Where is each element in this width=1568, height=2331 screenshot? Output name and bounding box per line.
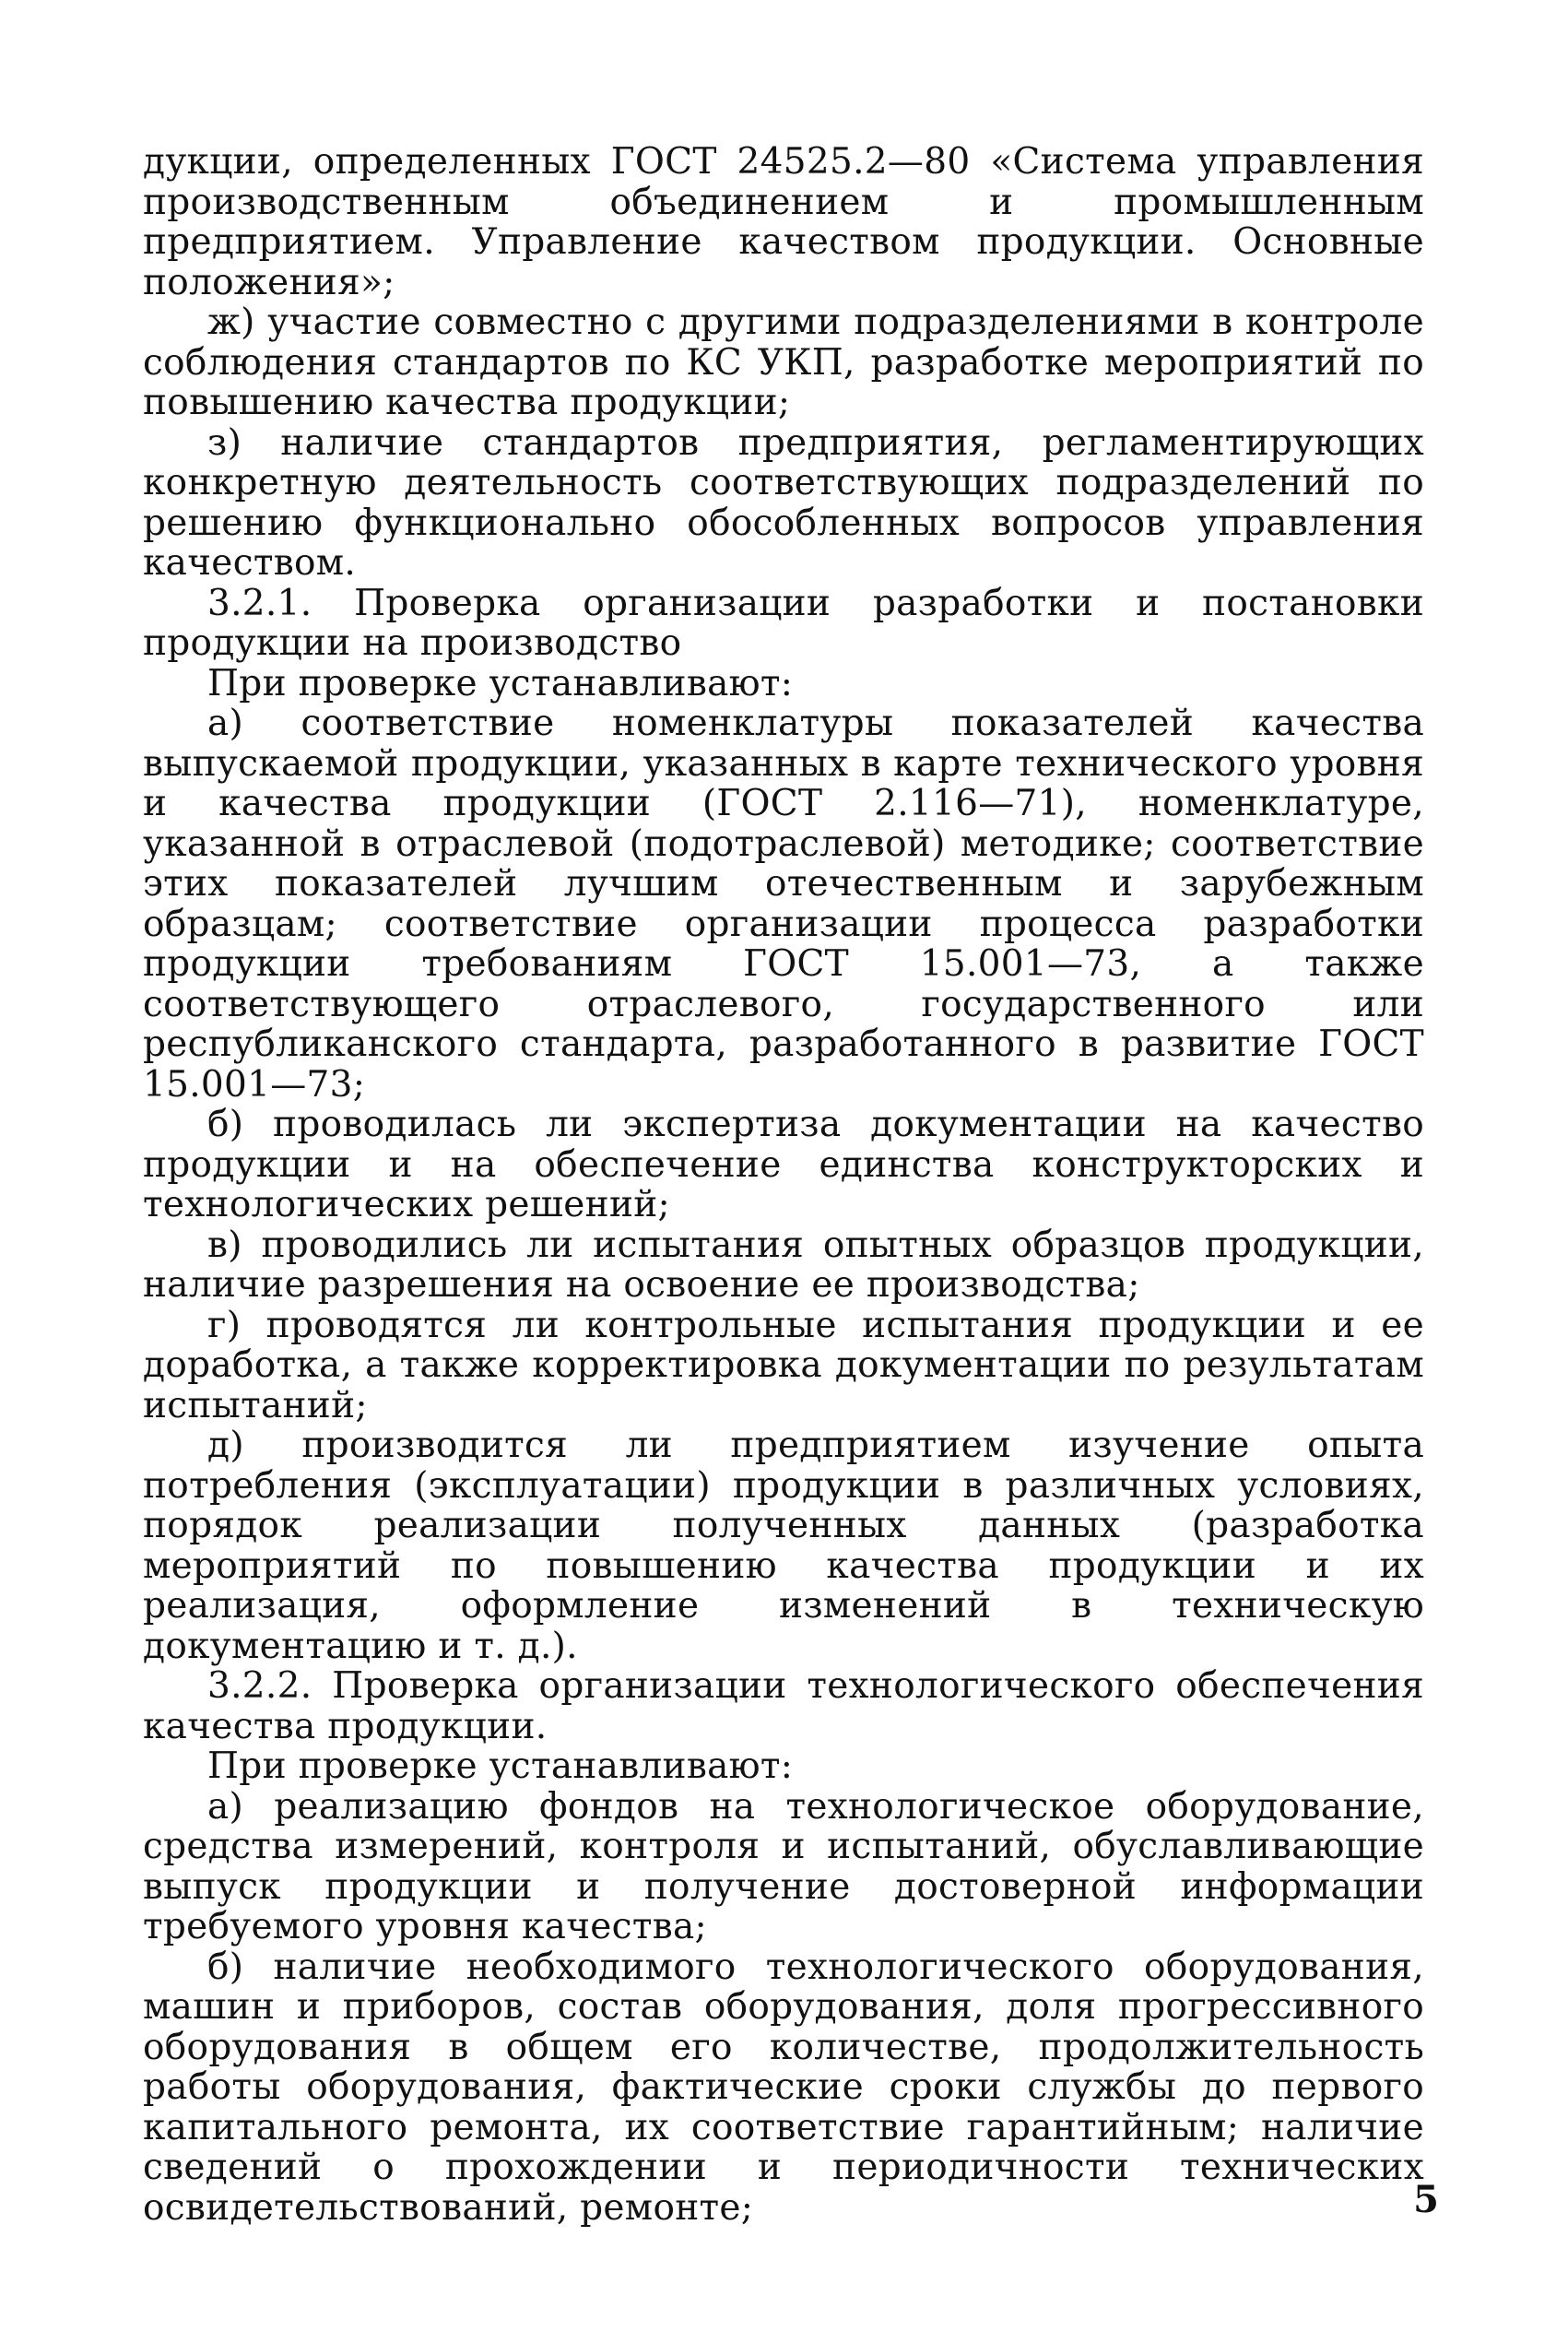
paragraph-continuation: дукции, определенных ГОСТ 24525.2—80 «Система управления производственным объединением и промышленным предприятием. Управление качеством продукции. Основные положения»; <box>143 141 1424 303</box>
paragraph-item-a: а) соответствие номенклатуры показателей качества выпускаемой продукции, указанных в карте технического уровня и качества продукции (ГОСТ 2.116—71), номенклатуре, указанной в отраслевой (подотраслевой) методике; соответствие этих показателей лучшим отечественным и зарубежным образцам; соответствие организации процесса разработки продукции требованиям ГОСТ 15.001—73, а также соответствующего отраслевого, государственного или республиканского стандарта, разработанного в развитие ГОСТ 15.001—73; <box>143 703 1424 1106</box>
paragraph-item-a-2: а) реализацию фондов на технологическое оборудование, средства измерений, контроля и испытаний, обуславливающие выпуск продукции и получение достоверной информации требуемого уровня качества; <box>143 1785 1424 1947</box>
document-page <box>143 142 1424 2263</box>
paragraph-item-b-2: б) наличие необходимого технологического оборудования, машин и приборов, состав оборудования, доля прогрессивного оборудования в общем его количестве, продолжительность работы оборудования, фактические сроки службы до первого капитального ремонта, их соответствие гарантийным; наличие сведений о прохождении и периодичности технических освидетельствований, ремонте; <box>143 1946 1424 2229</box>
page-number: 5 <box>1413 2178 1439 2221</box>
paragraph-item-d: д) производится ли предприятием изучение опыта потребления (эксплуатации) продукции в различных условиях, порядок реализации полученных данных (разработка мероприятий по повышению качества продукции и их реализация, оформление изменений в техническую документацию и т. д.). <box>143 1425 1424 1667</box>
paragraph-item-v: в) проводились ли испытания опытных образцов продукции, наличие разрешения на освоение ее производства; <box>143 1224 1424 1306</box>
paragraph-item-b: б) проводилась ли экспертиза документации на качество продукции и на обеспечение единства конструкторских и технологических решений; <box>143 1104 1424 1225</box>
paragraph-item-z: з) наличие стандартов предприятия, регламентирующих конкретную деятельность соответствующих подразделений по решению функционально обособленных вопросов управления качеством. <box>143 421 1424 584</box>
section-heading-3-2-1: 3.2.1. Проверка организации разработки и постановки продукции на производство <box>143 582 1424 664</box>
paragraph-item-g: г) проводятся ли контрольные испытания продукции и ее доработка, а также корректировка документации по результатам испытаний; <box>143 1304 1424 1426</box>
paragraph-check-intro-2: При проверке устанавливают: <box>207 1745 794 1787</box>
paragraph-item-zh: ж) участие совместно с другими подразделениями в контроле соблюдения стандартов по КС УКП, разработке мероприятий по повышению качества продукции; <box>143 302 1424 423</box>
section-heading-3-2-2: 3.2.2. Проверка организации технологического обеспечения качества продукции. <box>143 1665 1424 1747</box>
paragraph-check-intro: При проверке устанавливают: <box>207 662 794 704</box>
